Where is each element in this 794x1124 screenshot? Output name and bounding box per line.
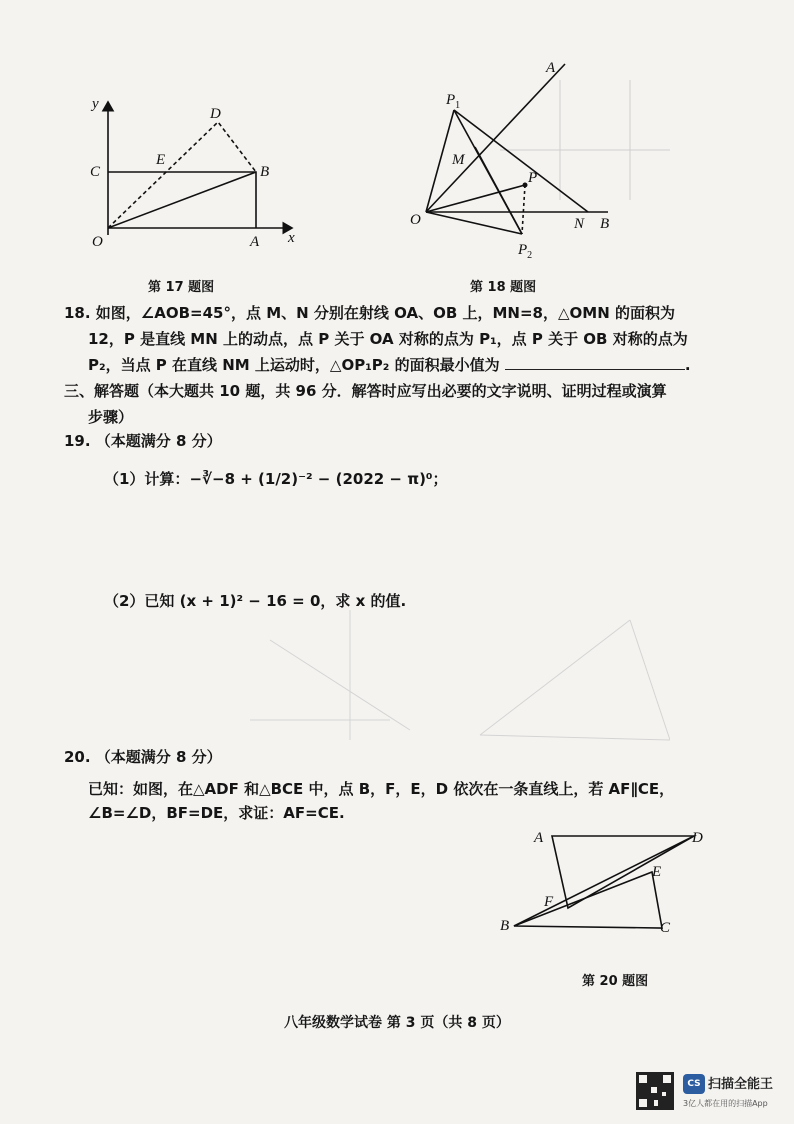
label-p1: $P_1$ <box>446 92 461 111</box>
label-y: y <box>92 96 99 112</box>
scanner-logo: CS <box>683 1074 705 1094</box>
label-o: O <box>92 234 103 250</box>
figure-17 <box>80 92 310 256</box>
triangle-bce <box>514 872 662 928</box>
line-m-p2 <box>475 147 522 234</box>
q18-line2: 12，P 是直线 MN 上的动点，点 P 关于 OA 对称的点为 P₁，点 P 关于 OB 对称的点为 <box>88 330 688 348</box>
label-c: C <box>660 920 671 936</box>
section-3-heading <box>64 378 734 430</box>
figure-17-caption: 第 17 题图 <box>148 280 215 295</box>
q18-line3 <box>88 352 691 378</box>
label-f: F <box>544 894 554 910</box>
section-3-line1: 三、解答题（本大题共 10 题，共 96 分．解答时应写出必要的文字说明、证明过程或演算 <box>64 382 667 400</box>
label-p2: $P_2$ <box>518 242 533 261</box>
label-p: P <box>528 170 538 186</box>
label-x: x <box>288 230 295 246</box>
q20-line1: 已知：如图，在△ADF 和△BCE 中，点 B，F，E，D 依次在一条直线上，若 AF∥CE， <box>88 780 675 798</box>
bleed-through-graph <box>250 600 670 754</box>
line-bd <box>514 836 694 926</box>
figure-20-caption: 第 20 题图 <box>582 974 649 989</box>
label-a: A <box>250 234 260 250</box>
label-d: D <box>210 106 221 122</box>
label-a: A <box>546 60 556 76</box>
q19-part2: （2）已知 (x + 1)² − 16 = 0，求 x 的值. <box>104 592 407 610</box>
label-b: B <box>600 216 610 232</box>
label-a: A <box>534 830 544 846</box>
point-p <box>523 183 528 188</box>
figure-18 <box>400 52 640 271</box>
scanner-app-name: 扫描全能王 <box>708 1077 774 1092</box>
page-footer: 八年级数学试卷 第 3 页（共 8 页） <box>284 1015 510 1031</box>
q19-part1: （1）计算：−∛−8 + (1/2)⁻² − (2022 − π)⁰； <box>104 470 448 488</box>
figure-18-caption: 第 18 题图 <box>470 280 537 295</box>
diagonal-ob <box>108 172 256 228</box>
label-e: E <box>652 864 662 880</box>
q18-period: . <box>684 356 691 374</box>
label-m: M <box>452 152 465 168</box>
q20-line2: ∠B=∠D，BF=DE，求证：AF=CE. <box>88 804 345 822</box>
q20-title: 20. （本题满分 8 分） <box>64 748 222 766</box>
label-o: O <box>410 212 421 228</box>
dashed-p-p2 <box>522 185 525 234</box>
label-n: N <box>574 216 585 232</box>
line-o-p2 <box>426 212 522 234</box>
label-b: B <box>260 164 270 180</box>
label-b: B <box>500 918 510 934</box>
q18-line3-text: P₂，当点 P 在直线 NM 上运动时，△OP₁P₂ 的面积最小值为 <box>88 356 500 374</box>
label-e: E <box>156 152 166 168</box>
q19-title: 19. （本题满分 8 分） <box>64 432 222 450</box>
scanner-tagline: 3亿人都在用的扫描App <box>683 1099 768 1108</box>
figure-20 <box>494 820 724 944</box>
section-3-line2: 步骤） <box>88 408 134 426</box>
dashed-fold <box>108 122 256 228</box>
label-c: C <box>90 164 101 180</box>
line-o-p <box>426 185 525 212</box>
q18-answer-blank[interactable] <box>505 353 685 370</box>
label-d: D <box>692 830 703 846</box>
q18-line1: 18. 如图，∠AOB=45°，点 M、N 分别在射线 OA、OB 上，MN=8，△OMN 的面积为 <box>64 304 675 322</box>
qr-code <box>636 1072 674 1110</box>
